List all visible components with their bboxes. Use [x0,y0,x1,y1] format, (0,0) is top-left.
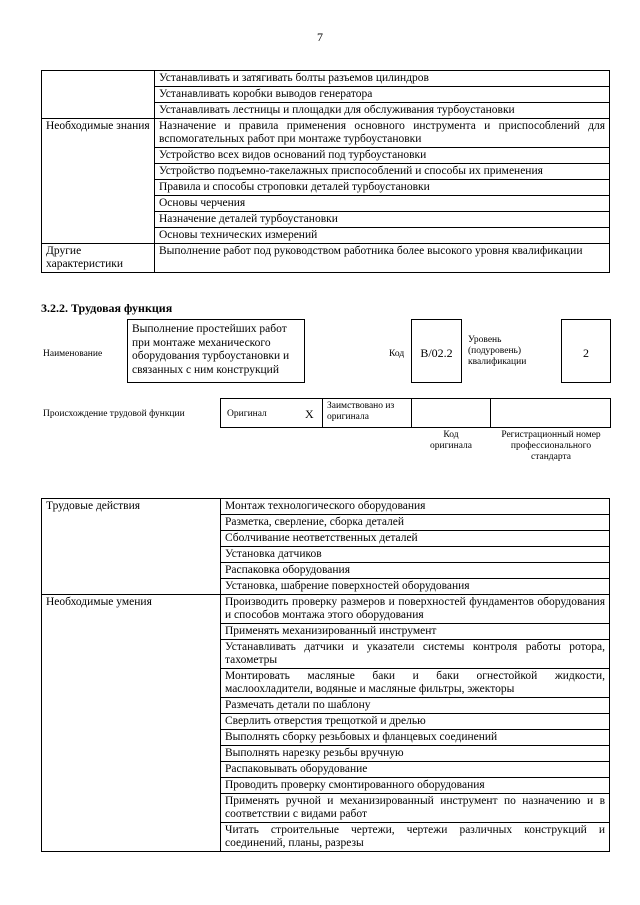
code-value: B/02.2 [420,346,453,360]
table-cell: Выполнять сборку резьбовых и фланцевых соединений [221,730,610,746]
skills-label: Необходимые умения [42,595,221,852]
table-cell: Назначение и правила применения основного инструмента и приспособлений для вспомогательных работ при монтаже турбоустановки [155,119,610,148]
section-heading: 3.2.2. Трудовая функция [41,301,173,315]
table-cell: Устанавливать датчики и указатели системы контроля работы ротора, тахометры [221,640,610,669]
level-label: Уровень (подуровень) квалификации [468,335,527,367]
labor-actions-table [41,498,610,852]
table-cell: Устройство всех видов оснований под турбоустановки [155,148,610,164]
table-row [42,71,610,87]
table-cell: Установка, шабрение поверхностей оборудования [221,579,610,595]
table-cell: Сболчивание неответственных деталей [221,531,610,547]
table-row [42,244,610,273]
origin-label: Происхождение трудовой функции [43,409,185,419]
table-row [42,595,610,624]
original-mark: X [305,407,314,421]
code-box [411,319,462,383]
table-cell: Распаковывать оборудование [221,762,610,778]
table-cell: Распаковка оборудования [221,563,610,579]
table-cell: Выполнение работ под руководством работника более высокого уровня квалификации [155,244,610,273]
level-value: 2 [583,346,589,360]
table-cell: Основы черчения [155,196,610,212]
table-cell: Монтировать масляные баки и баки огнестойкой жидкости, маслоохладители, водяные и масляные фильтры, эжекторы [221,669,610,698]
name-label: Наименование [43,349,103,359]
table-cell: Применять механизированный инструмент [221,624,610,640]
borrowed-label: Заимствовано из оригинала [327,401,395,422]
knowledge-table [41,70,610,273]
registration-number-box [490,398,611,428]
table-row [42,119,610,148]
table-cell: Сверлить отверстия трещоткой и дрелью [221,714,610,730]
page-number: 7 [317,30,323,44]
table-cell: Назначение деталей турбоустановки [155,212,610,228]
table-cell: Читать строительные чертежи, чертежи различных конструкций и соединений, планы, разрезы [221,823,610,852]
table-cell: Устанавливать коробки выводов генератора [155,87,610,103]
table-cell: Устанавливать и затягивать болты разъемов цилиндров [155,71,610,87]
empty-label-cell [42,71,155,119]
table-cell: Разметка, сверление, сборка деталей [221,515,610,531]
actions-label: Трудовые действия [42,499,221,595]
table-cell: Правила и способы строповки деталей турбоустановки [155,180,610,196]
table-cell: Основы технических измерений [155,228,610,244]
table-cell: Применять ручной и механизированный инструмент по назначению и в соответствии с видами работ [221,794,610,823]
original-box [220,398,323,428]
level-box [561,319,611,383]
code-label: Код [389,349,405,359]
knowledge-label: Необходимые знания [42,119,155,244]
original-code-box [411,398,491,428]
original-label: Оригинал [227,409,267,419]
table-cell: Устройство подъемно-такелажных приспособлений и способы их применения [155,164,610,180]
table-cell: Проводить проверку смонтированного оборудования [221,778,610,794]
function-name: Выполнение простейших работ при монтаже механического оборудования турбоустановки и связанных с ним конструкций [132,323,290,376]
table-cell: Установка датчиков [221,547,610,563]
registration-number-caption: Регистрационный номер профессионального стандарта [501,430,601,462]
original-code-caption: Код оригинала [430,430,472,451]
table-cell: Устанавливать лестницы и площадки для обслуживания турбоустановки [155,103,610,119]
other-characteristics-label: Другие характеристики [42,244,155,273]
function-name-box [127,319,305,383]
table-cell: Размечать детали по шаблону [221,698,610,714]
table-cell: Выполнять нарезку резьбы вручную [221,746,610,762]
table-cell: Производить проверку размеров и поверхностей фундаментов оборудования и способов монтажа этого оборудования [221,595,610,624]
table-row [42,499,610,515]
borrowed-box [322,398,412,428]
table-cell: Монтаж технологического оборудования [221,499,610,515]
